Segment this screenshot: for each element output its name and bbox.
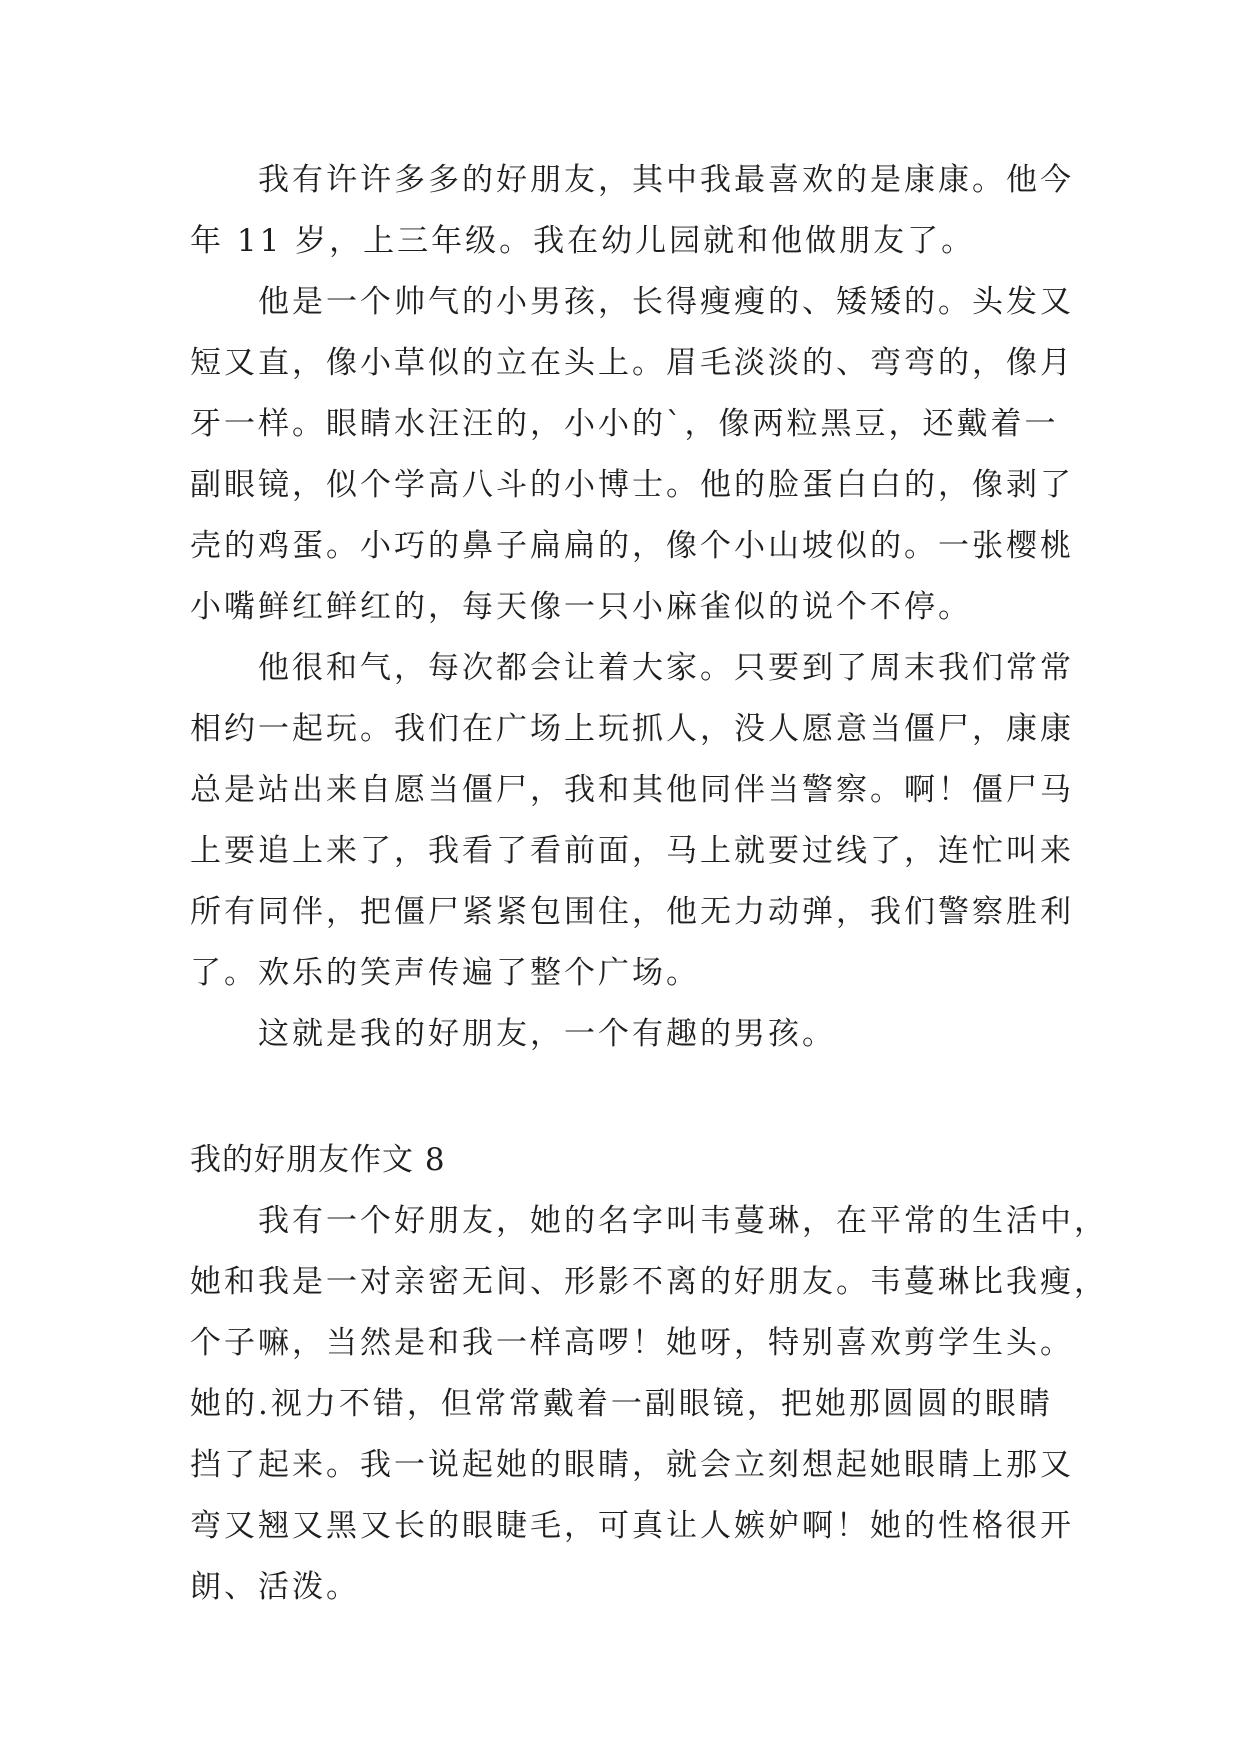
text-line: 我有一个好朋友，她的名字叫韦蔓琳，在平常的生活中，	[258, 1203, 1108, 1239]
essay-section-1	[190, 150, 1074, 1065]
text-line: 她和我是一对亲密无间、形影不离的好朋友。韦蔓琳比我瘦，	[190, 1264, 1108, 1300]
text-line: 这就是我的好朋友，一个有趣的男孩。	[258, 1016, 836, 1052]
text-line: 她的.视力不错，但常常戴着一副眼镜，把她那圆圆的眼睛	[190, 1386, 1053, 1422]
text-line: 年 11 岁，上三年级。我在幼儿园就和他做朋友了。	[190, 223, 976, 259]
text-line: 短又直，像小草似的立在头上。眉毛淡淡的、弯弯的，像月	[190, 345, 1074, 381]
paragraph	[190, 1191, 1108, 1618]
text-line: 个子嘛，当然是和我一样高啰！她呀，特别喜欢剪学生头。	[190, 1325, 1074, 1361]
text-line: 挡了起来。我一说起她的眼睛，就会立刻想起她眼睛上那又	[190, 1447, 1074, 1483]
essay-section-2	[190, 1130, 1108, 1618]
text-line: 总是站出来自愿当僵尸，我和其他同伴当警察。啊！僵尸马	[190, 772, 1074, 808]
text-line: 朗、活泼。	[190, 1569, 360, 1605]
text-line: 小嘴鲜红鲜红的，每天像一只小麻雀似的说个不停。	[190, 589, 972, 625]
essay-title: 我的好朋友作文 8	[190, 1142, 446, 1178]
text-line: 所有同伴，把僵尸紧紧包围住，他无力动弹，我们警察胜利	[190, 894, 1074, 930]
paragraph	[190, 638, 1074, 1004]
text-line: 他是一个帅气的小男孩，长得瘦瘦的、矮矮的。头发又	[258, 284, 1074, 320]
text-line: 牙一样。眼睛水汪汪的，小小的`，像两粒黑豆，还戴着一	[190, 406, 1059, 442]
text-line: 上要追上来了，我看了看前面，马上就要过线了，连忙叫来	[190, 833, 1074, 869]
text-line: 他很和气，每次都会让着大家。只要到了周末我们常常	[258, 650, 1074, 686]
paragraph	[190, 1004, 1052, 1065]
text-line: 弯又翘又黑又长的眼睫毛，可真让人嫉妒啊！她的性格很开	[190, 1508, 1074, 1544]
document-page	[190, 150, 1108, 1618]
section-gap	[190, 1065, 1052, 1130]
paragraph	[190, 150, 1074, 272]
text-line: 副眼镜，似个学高八斗的小博士。他的脸蛋白白的，像剥了	[190, 467, 1074, 503]
text-line: 我有许许多多的好朋友，其中我最喜欢的是康康。他今	[258, 162, 1074, 198]
text-line: 壳的鸡蛋。小巧的鼻子扁扁的，像个小山坡似的。一张樱桃	[190, 528, 1074, 564]
text-line: 相约一起玩。我们在广场上玩抓人，没人愿意当僵尸，康康	[190, 711, 1074, 747]
paragraph	[190, 272, 1074, 638]
text-line: 了。欢乐的笑声传遍了整个广场。	[190, 955, 700, 991]
